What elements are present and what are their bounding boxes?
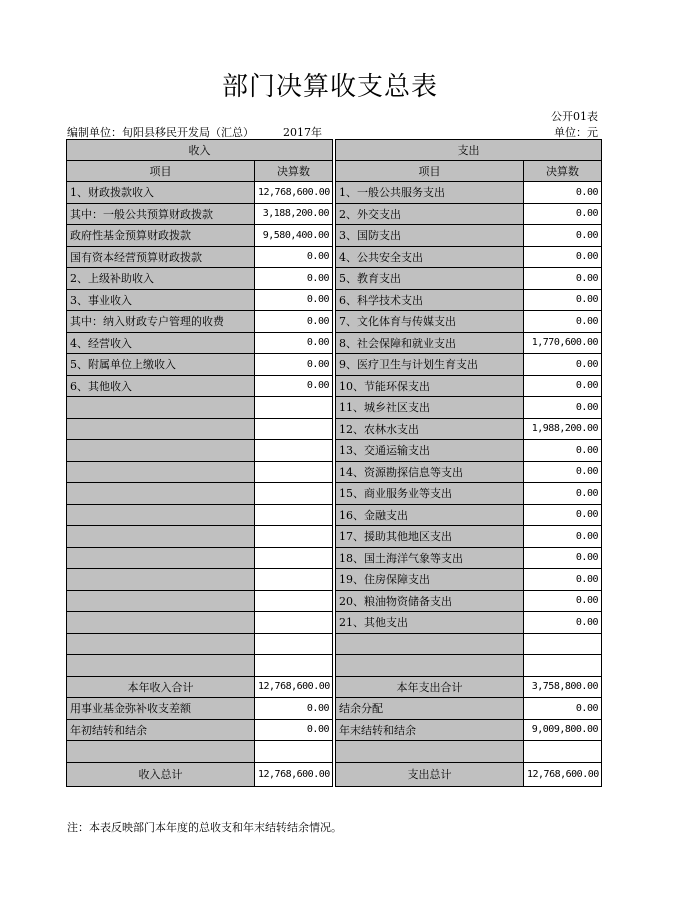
table-row — [67, 289, 602, 311]
expense-value: 0.00 — [524, 311, 602, 333]
expense-section-header: 支出 — [336, 140, 602, 161]
table-row — [67, 719, 602, 741]
empty-cell — [67, 547, 255, 569]
expense-item: 6、科学技术支出 — [336, 289, 524, 311]
income-item: 其中：纳入财政专户管理的收费 — [67, 311, 255, 333]
table-row — [67, 354, 602, 376]
year-total-row — [67, 676, 602, 698]
empty-cell — [67, 440, 255, 462]
income-value: 0.00 — [255, 289, 333, 311]
table-row — [67, 612, 602, 634]
expense-value: 0.00 — [524, 504, 602, 526]
expense-item: 4、公共安全支出 — [336, 246, 524, 268]
empty-cell — [67, 590, 255, 612]
expense-item: 17、援助其他地区支出 — [336, 526, 524, 548]
table-row — [67, 375, 602, 397]
expense-item: 10、节能环保支出 — [336, 375, 524, 397]
income-value: 12,768,600.00 — [255, 182, 333, 204]
empty-cell — [67, 612, 255, 634]
expense-year-total-value: 3,758,800.00 — [524, 676, 602, 698]
table-row — [67, 268, 602, 290]
empty-cell — [336, 655, 524, 677]
income-value: 3,188,200.00 — [255, 203, 333, 225]
empty-cell — [67, 526, 255, 548]
income-value: 0.00 — [255, 354, 333, 376]
income-item: 政府性基金预算财政拨款 — [67, 225, 255, 247]
table-row — [67, 483, 602, 505]
table-row — [67, 440, 602, 462]
empty-cell — [255, 547, 333, 569]
empty-cell — [67, 569, 255, 591]
expense-item: 12、农林水支出 — [336, 418, 524, 440]
empty-cell — [67, 633, 255, 655]
income-item: 2、上级补助收入 — [67, 268, 255, 290]
table-row — [67, 246, 602, 268]
compiling-unit: 编制单位：旬阳县移民开发局（汇总） — [67, 126, 254, 139]
table-row — [67, 182, 602, 204]
expense-year-total-label: 本年支出合计 — [336, 676, 524, 698]
expense-item: 18、国土海洋气象等支出 — [336, 547, 524, 569]
empty-cell — [255, 526, 333, 548]
table-row — [67, 741, 602, 763]
income-grand-total-label: 收入总计 — [67, 762, 255, 786]
currency-unit: 单位：元 — [554, 126, 598, 139]
income-item-header: 项目 — [67, 161, 255, 182]
expense-value: 0.00 — [524, 547, 602, 569]
table-row — [67, 698, 602, 720]
expense-item: 14、资源勘探信息等支出 — [336, 461, 524, 483]
income-item: 5、附属单位上缴收入 — [67, 354, 255, 376]
income-value: 9,580,400.00 — [255, 225, 333, 247]
surplus-distribution-value: 0.00 — [524, 698, 602, 720]
empty-cell — [67, 483, 255, 505]
table-row — [67, 332, 602, 354]
expense-value: 1,770,600.00 — [524, 332, 602, 354]
fund-offset-label: 用事业基金弥补收支差额 — [67, 698, 255, 720]
income-expense-table — [66, 139, 602, 787]
expense-amount-header: 决算数 — [524, 161, 602, 182]
table-row — [67, 461, 602, 483]
expense-value: 0.00 — [524, 182, 602, 204]
income-section-header: 收入 — [67, 140, 333, 161]
begin-balance-label: 年初结转和结余 — [67, 719, 255, 741]
expense-item: 13、交通运输支出 — [336, 440, 524, 462]
empty-cell — [67, 461, 255, 483]
table-row — [67, 311, 602, 333]
expense-item: 16、金融支出 — [336, 504, 524, 526]
report-title: 部门决算收支总表 — [222, 72, 439, 102]
empty-cell — [255, 504, 333, 526]
expense-value: 0.00 — [524, 590, 602, 612]
income-grand-total-value: 12,768,600.00 — [255, 762, 333, 786]
expense-item: 11、城乡社区支出 — [336, 397, 524, 419]
income-value: 0.00 — [255, 246, 333, 268]
empty-cell — [336, 741, 524, 763]
expense-value: 0.00 — [524, 483, 602, 505]
income-year-total-value: 12,768,600.00 — [255, 676, 333, 698]
empty-cell — [255, 440, 333, 462]
expense-item: 9、医疗卫生与计划生育支出 — [336, 354, 524, 376]
begin-balance-value: 0.00 — [255, 719, 333, 741]
expense-item: 15、商业服务业等支出 — [336, 483, 524, 505]
income-item: 3、事业收入 — [67, 289, 255, 311]
income-item: 4、经营收入 — [67, 332, 255, 354]
empty-cell — [255, 633, 333, 655]
fund-offset-value: 0.00 — [255, 698, 333, 720]
empty-cell — [255, 461, 333, 483]
end-balance-value: 9,009,800.00 — [524, 719, 602, 741]
expense-item: 2、外交支出 — [336, 203, 524, 225]
expense-value: 0.00 — [524, 612, 602, 634]
empty-cell — [255, 612, 333, 634]
expense-item: 19、住房保障支出 — [336, 569, 524, 591]
empty-cell — [336, 633, 524, 655]
expense-item: 20、粮油物资储备支出 — [336, 590, 524, 612]
empty-cell — [67, 504, 255, 526]
table-row — [67, 590, 602, 612]
income-value: 0.00 — [255, 332, 333, 354]
expense-item: 7、文化体育与传媒支出 — [336, 311, 524, 333]
expense-item-header: 项目 — [336, 161, 524, 182]
empty-cell — [255, 569, 333, 591]
income-year-total-label: 本年收入合计 — [67, 676, 255, 698]
end-balance-label: 年末结转和结余 — [336, 719, 524, 741]
income-item: 1、财政拨款收入 — [67, 182, 255, 204]
table-note: 注：本表反映部门本年度的总收支和年末结转结余情况。 — [67, 821, 342, 834]
empty-cell — [524, 633, 602, 655]
expense-grand-total-value: 12,768,600.00 — [524, 762, 602, 786]
income-item: 6、其他收入 — [67, 375, 255, 397]
empty-cell — [255, 483, 333, 505]
expense-value: 0.00 — [524, 397, 602, 419]
table-row — [67, 397, 602, 419]
expense-value: 0.00 — [524, 268, 602, 290]
empty-cell — [255, 418, 333, 440]
table-row — [67, 569, 602, 591]
expense-value: 0.00 — [524, 203, 602, 225]
empty-cell — [524, 655, 602, 677]
expense-value: 0.00 — [524, 225, 602, 247]
expense-value: 0.00 — [524, 246, 602, 268]
report-year: 2017年 — [283, 126, 322, 139]
table-row — [67, 547, 602, 569]
table-row — [67, 418, 602, 440]
column-header-row — [67, 161, 602, 182]
table-row — [67, 526, 602, 548]
empty-cell — [67, 397, 255, 419]
empty-cell — [67, 655, 255, 677]
expense-item: 5、教育支出 — [336, 268, 524, 290]
expense-item: 3、国防支出 — [336, 225, 524, 247]
table-row — [67, 225, 602, 247]
income-value: 0.00 — [255, 268, 333, 290]
expense-value: 0.00 — [524, 569, 602, 591]
income-item: 其中：一般公共预算财政拨款 — [67, 203, 255, 225]
table-row — [67, 633, 602, 655]
section-header-row — [67, 140, 602, 161]
income-item: 国有资本经营预算财政拨款 — [67, 246, 255, 268]
grand-total-row — [67, 762, 602, 786]
empty-cell — [67, 418, 255, 440]
empty-cell — [67, 741, 255, 763]
expense-value: 0.00 — [524, 526, 602, 548]
empty-cell — [255, 397, 333, 419]
expense-value: 0.00 — [524, 375, 602, 397]
table-row — [67, 203, 602, 225]
expense-item: 21、其他支出 — [336, 612, 524, 634]
income-value: 0.00 — [255, 311, 333, 333]
expense-value: 0.00 — [524, 289, 602, 311]
expense-item: 8、社会保障和就业支出 — [336, 332, 524, 354]
empty-cell — [255, 741, 333, 763]
expense-value: 1,988,200.00 — [524, 418, 602, 440]
income-value: 0.00 — [255, 375, 333, 397]
expense-item: 1、一般公共服务支出 — [336, 182, 524, 204]
table-row — [67, 655, 602, 677]
empty-cell — [255, 655, 333, 677]
empty-cell — [255, 590, 333, 612]
expense-grand-total-label: 支出总计 — [336, 762, 524, 786]
income-amount-header: 决算数 — [255, 161, 333, 182]
empty-cell — [524, 741, 602, 763]
form-code: 公开01表 — [551, 110, 598, 123]
surplus-distribution-label: 结余分配 — [336, 698, 524, 720]
expense-value: 0.00 — [524, 461, 602, 483]
table-row — [67, 504, 602, 526]
expense-value: 0.00 — [524, 440, 602, 462]
expense-value: 0.00 — [524, 354, 602, 376]
